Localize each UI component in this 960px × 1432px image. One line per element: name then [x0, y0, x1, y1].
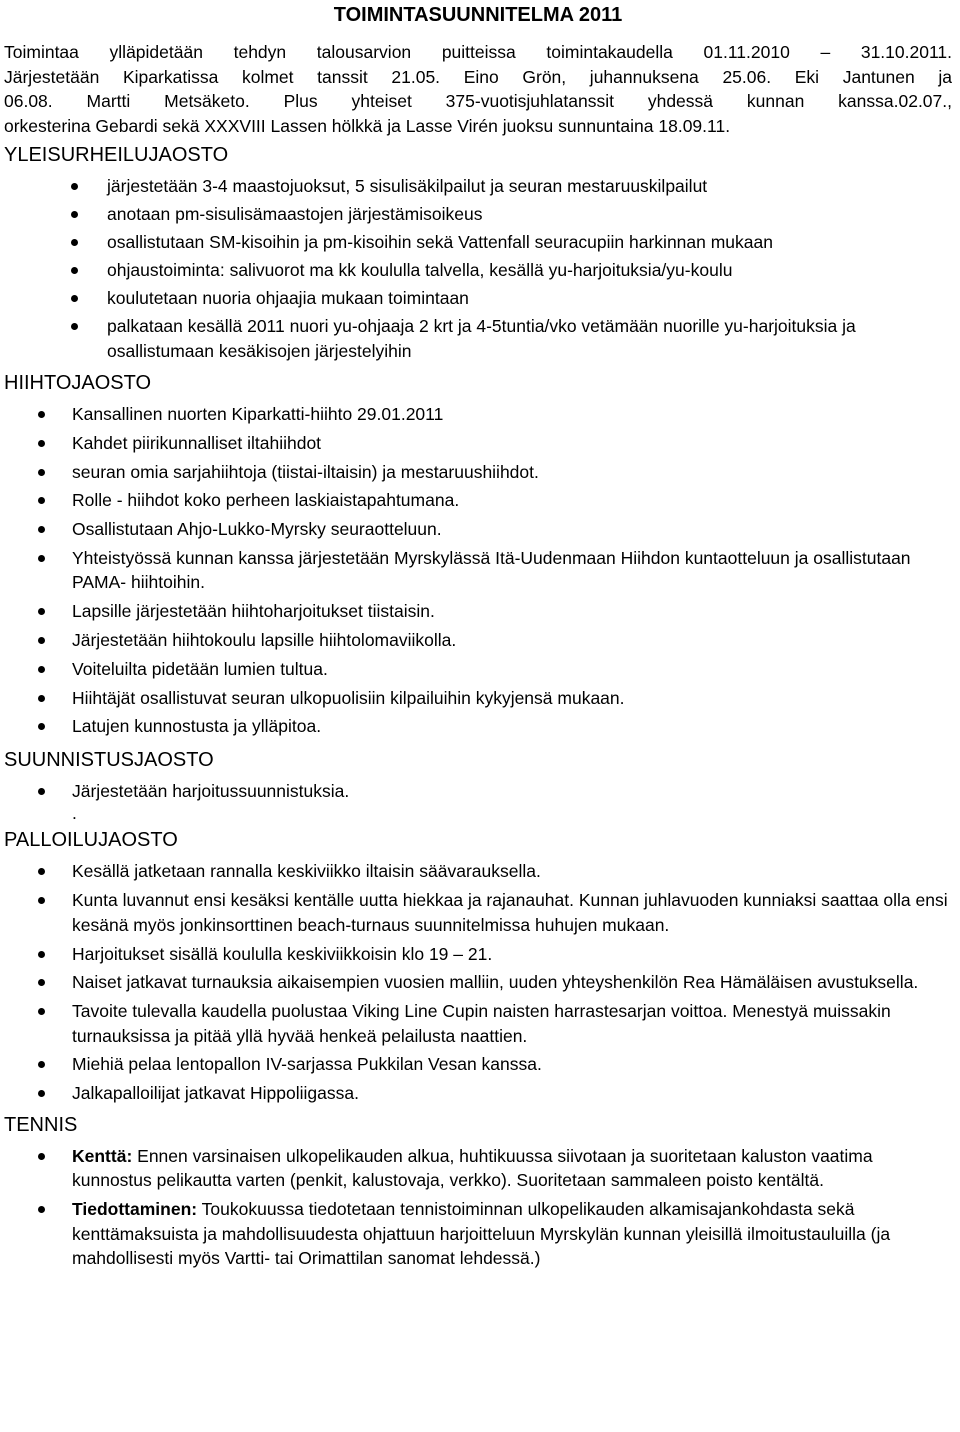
suunnistus-list [4, 779, 952, 804]
list-item: Naiset jatkavat turnauksia aikaisempien vuosien malliin, uuden yhteyshenkilön Rea Hämäläisen avustuksella. [4, 970, 952, 995]
list-item: seuran omia sarjahiihtoja (tiistai-iltaisin) ja mestaruushiihdot. [4, 460, 952, 485]
list-item: Kesällä jatketaan rannalla keskiviikko iltaisin säävarauksella. [4, 859, 952, 884]
list-item: Kunta luvannut ensi kesäksi kentälle uutta hiekkaa ja rajanauhat. Kunnan juhlavuoden kunniaksi saattaa olla ensi kesänä myös jonkinsorttinen beach-turnaus suunnitelmissa huhujen mukaan. [4, 888, 952, 937]
list-item: Hiihtäjät osallistuvat seuran ulkopuolisiin kilpailuihin kykyjensä mukaan. [4, 686, 952, 711]
list-item: Kansallinen nuorten Kiparkatti-hiihto 29.01.2011 [4, 402, 952, 427]
list-item: palkataan kesällä 2011 nuori yu-ohjaaja 2 krt ja 4-5tuntia/vko vetämään nuorille yu-harjoituksia ja osallistumaan kesäkisojen järjestelyihin [4, 314, 952, 363]
intro-line: Järjestetään Kiparkatissa kolmet tanssit 21.05. Eino Grön, juhannuksena 25.06. Eki Jantunen ja [4, 66, 952, 87]
list-item: Yhteistyössä kunnan kanssa järjestetään Myrskylässä Itä-Uudenmaan Hiihdon kuntaotteluun ja osallistutaan PAMA- hiihtoihin. [4, 546, 952, 595]
list-item: Kahdet piirikunnalliset iltahiihdot [4, 431, 952, 456]
list-item: Tavoite tulevalla kaudella puolustaa Viking Line Cupin naisten harrastesarjan voittoa. Menestyä muissakin turnauksissa ja pitää yllä hyvää henkeä pelailusta naattien. [4, 999, 952, 1048]
list-item: Järjestetään hiihtokoulu lapsille hiihtolomaviikolla. [4, 628, 952, 653]
list-item: Voiteluilta pidetään lumien tultua. [4, 657, 952, 682]
list-item: Latujen kunnostusta ja ylläpitoa. [4, 714, 952, 739]
item-text: Toukokuussa tiedotetaan tennistoiminnan ulkopelikauden alkamisajankohdasta sekä kenttämaksuista ja mahdollisuudesta ohjattuun harjoitteluun Myrskylän kunnan yleisillä ilmoitustauluilla (ja mahdollisesti myös Vartti- tai Orimattilan sanomat lehdessä.) [72, 1199, 891, 1269]
list-item: anotaan pm-sisulisämaastojen järjestämisoikeus [4, 202, 952, 227]
item-label: Kenttä: [72, 1145, 133, 1166]
list-item: osallistutaan SM-kisoihin ja pm-kisoihin sekä Vattenfall seuracupiin harkinnan mukaan [4, 230, 952, 255]
yleisurheilu-list [4, 174, 952, 363]
list-item: Miehiä pelaa lentopallon IV-sarjassa Pukkilan Vesan kanssa. [4, 1052, 952, 1077]
item-text: Ennen varsinaisen ulkopelikauden alkua, huhtikuussa siivotaan ja suoritetaan kaluston vaatima kunnostus pelikautta varten (penkit, kalustovaja, verkko). Suoritetaan sammaleen poisto kentältä. [72, 1145, 873, 1191]
document-title: TOIMINTASUUNNITELMA 2011 [333, 4, 623, 26]
list-item: Osallistutaan Ahjo-Lukko-Myrsky seuraotteluun. [4, 517, 952, 542]
section-heading-palloilu: PALLOILUJAOSTO [4, 829, 178, 852]
stray-period: . [72, 803, 77, 824]
list-item: Jalkapalloilijat jatkavat Hippoliigassa. [4, 1081, 952, 1106]
list-item: Harjoitukset sisällä koululla keskiviikkoisin klo 19 – 21. [4, 942, 952, 967]
list-item: järjestetään 3-4 maastojuoksut, 5 sisulisäkilpailut ja seuran mestaruuskilpailut [4, 174, 952, 199]
list-item: Järjestetään harjoitussuunnistuksia. [4, 779, 952, 804]
list-item: Rolle - hiihdot koko perheen laskiaistapahtumana. [4, 488, 952, 513]
palloilu-list [4, 859, 952, 1105]
tennis-list [4, 1144, 952, 1271]
item-label: Tiedottaminen: [72, 1199, 198, 1220]
hiihto-list [4, 402, 952, 739]
section-heading-yleisurheilu: YLEISURHEILUJAOSTO [4, 144, 229, 166]
list-item: Lapsille järjestetään hiihtoharjoitukset tiistaisin. [4, 599, 952, 624]
list-item [4, 1144, 952, 1193]
intro-line: Toimintaa ylläpidetään tehdyn talousarvion puitteissa toimintakaudella 01.11.2010 – 31.10.2011. [4, 42, 952, 62]
section-heading-tennis: TENNIS [4, 1113, 78, 1136]
intro-line: 06.08. Martti Metsäketo. Plus yhteiset 375-vuotisjuhlatanssit yhdessä kunnan kanssa.02.07., [4, 91, 952, 111]
section-heading-hiihto: HIIHTOJAOSTO [4, 372, 152, 394]
intro-paragraph [4, 40, 952, 138]
list-item: koulutetaan nuoria ohjaajia mukaan toimintaan [4, 286, 952, 311]
intro-line: orkesterina Gebardi sekä XXXVIII Lassen hölkkä ja Lasse Virén juoksu sunnuntaina 18.09.11. [4, 115, 731, 136]
list-item [4, 1197, 952, 1271]
section-heading-suunnistus: SUUNNISTUSJAOSTO [4, 748, 214, 771]
list-item: ohjaustoiminta: salivuorot ma kk koululla talvella, kesällä yu-harjoituksia/yu-koulu [4, 258, 952, 283]
